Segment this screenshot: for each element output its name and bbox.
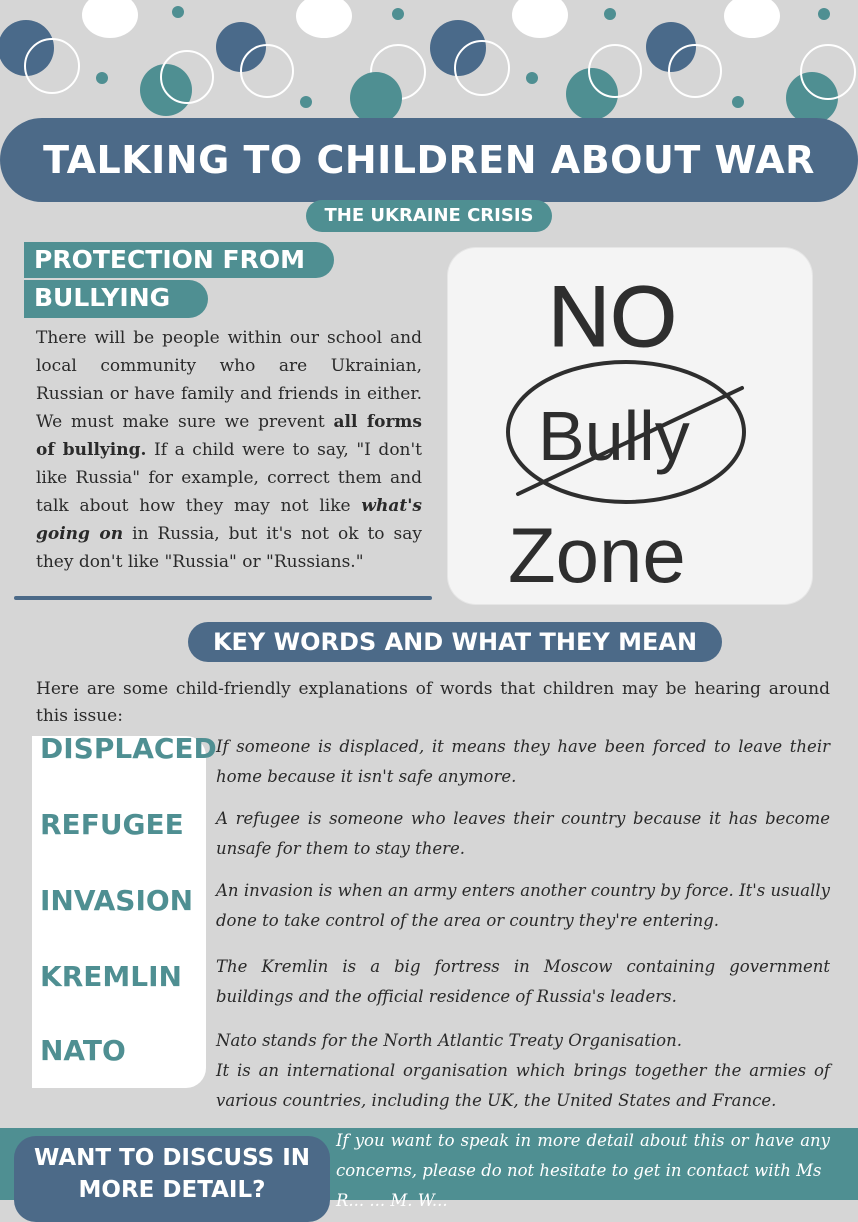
- bullying-text-1: There will be people within our school and local community who are Ukrainian, Russian or have family and friends in either. We must make sure we prevent: [36, 328, 422, 432]
- page-subtitle: THE UKRAINE CRISIS: [306, 200, 552, 232]
- section-divider: [14, 596, 432, 600]
- bullying-heading-2: [24, 280, 208, 318]
- footer-contact-cutoff: R... ... M. W...: [336, 1191, 448, 1210]
- sign-word-bully: Bully: [538, 397, 690, 475]
- term-invasion: INVASION: [40, 884, 194, 917]
- definition-invasion: An invasion is when an army enters another country by force. It's usually done to take control of the area or country they're entering.: [216, 881, 830, 930]
- definition-nato-line2: It is an international organisation which brings together the armies of various countries, including the UK, the United States and France.: [216, 1061, 830, 1110]
- footer-heading: [14, 1136, 330, 1222]
- term-kremlin: KREMLIN: [40, 960, 182, 993]
- bullying-heading-line1: PROTECTION FROM: [34, 245, 305, 274]
- page-title: TALKING TO CHILDREN ABOUT WAR: [0, 118, 858, 202]
- definition-refugee: A refugee is someone who leaves their country because it has become unsafe for them to stay there.: [216, 809, 830, 858]
- term-nato: NATO: [40, 1034, 126, 1067]
- definition-displaced: If someone is displaced, it means they have been forced to leave their home because it isn't safe anymore.: [216, 737, 830, 786]
- definition-nato: [216, 1026, 830, 1116]
- bullying-text-3: in Russia, but it's not ok to say they don't like "Russia" or "Russians.": [36, 524, 422, 572]
- bullying-heading: [24, 242, 334, 278]
- sign-word-zone: Zone: [508, 511, 686, 599]
- footer-contact-text: [336, 1126, 830, 1216]
- footer-heading-line2: MORE DETAIL?: [78, 1177, 266, 1203]
- footer-heading-line1: WANT TO DISCUSS IN: [33, 1145, 310, 1171]
- definition-kremlin: The Kremlin is a big fortress in Moscow containing government buildings and the official residence of Russia's leaders.: [216, 957, 830, 1006]
- no-bully-zone-drawing: [448, 248, 812, 604]
- sign-word-no: NO: [548, 269, 677, 365]
- keywords-intro: Here are some child-friendly explanations of words that children may be hearing around this issue:: [36, 679, 830, 726]
- bullying-text-2: If a child were to say, "I don't like Russia" for example, correct them and talk about how they may not like: [36, 440, 423, 516]
- bullying-text-emphasis: what's going on: [36, 496, 422, 544]
- keywords-heading: KEY WORDS AND WHAT THEY MEAN: [188, 622, 722, 662]
- term-refugee: REFUGEE: [40, 808, 184, 841]
- term-displaced: DISPLACED: [40, 732, 217, 765]
- bullying-text-bold: all forms of bullying.: [36, 412, 422, 460]
- footer-contact-line: If you want to speak in more detail about this or have any concerns, please do not hesitate to get in contact with Ms: [336, 1131, 830, 1180]
- no-bully-zone-image: [448, 248, 812, 604]
- bullying-heading-line2: BULLYING: [34, 283, 171, 312]
- definition-nato-line1: Nato stands for the North Atlantic Treaty Organisation.: [216, 1031, 682, 1050]
- bullying-paragraph: [36, 324, 422, 576]
